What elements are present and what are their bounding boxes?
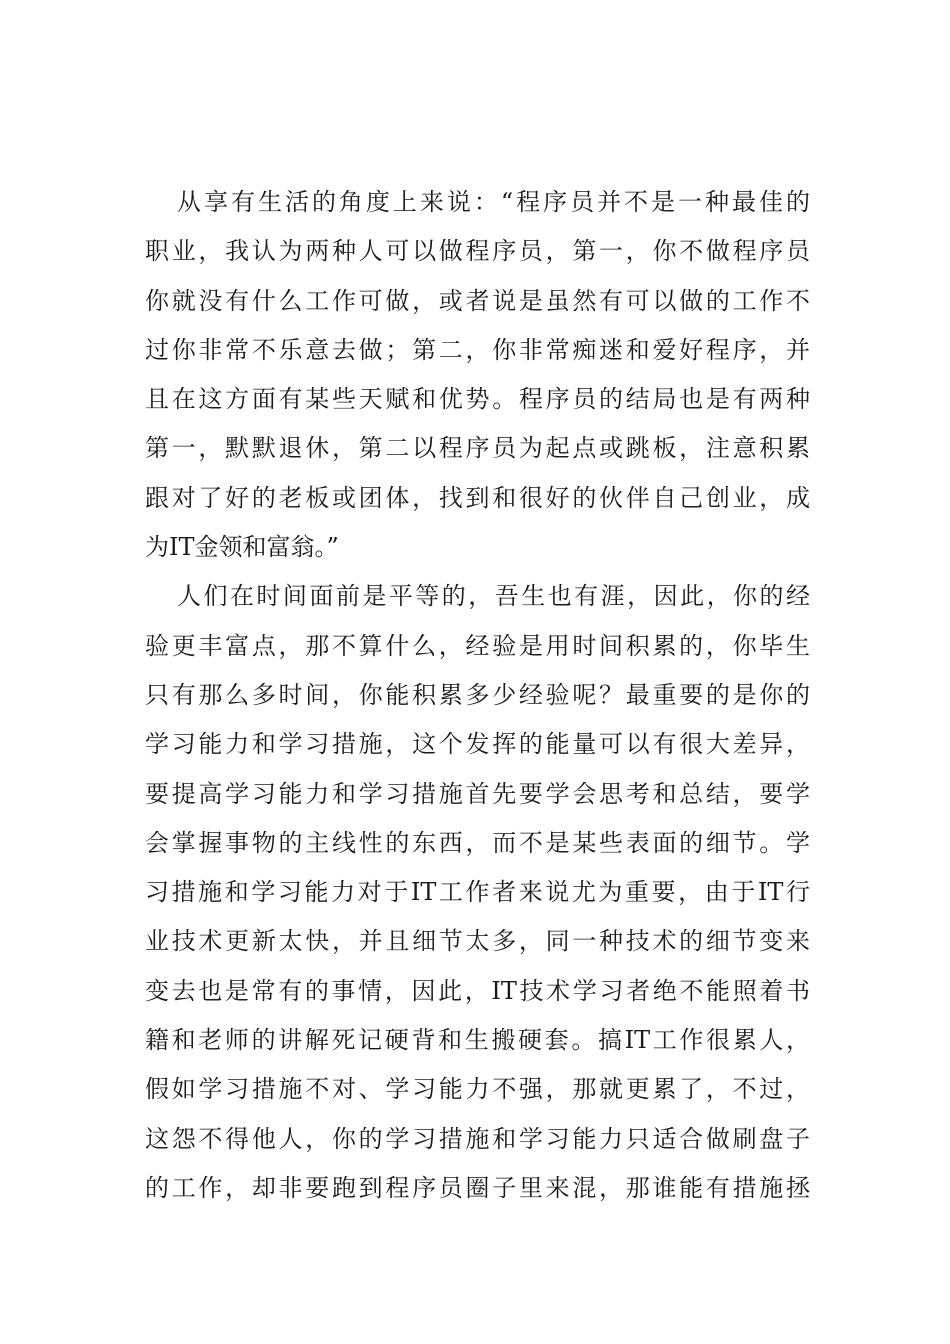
text-line: 过你非常不乐意去做；第二，你非常痴迷和爱好程序，并 (145, 335, 810, 364)
text-line: 这怨不得他人，你的学习措施和学习能力只适合做刷盘子 (145, 1124, 810, 1153)
text-line: 人们在时间面前是平等的，吾生也有涯，因此，你的经 (177, 582, 810, 611)
text-line: 习措施和学习能力对于IT工作者来说尤为重要，由于IT行 (145, 878, 810, 907)
text-line: 只有那么多时间，你能积累多少经验呢？最重要的是你的 (145, 680, 810, 709)
text-line: 且在这方面有某些天赋和优势。程序员的结局也是有两种 (145, 385, 810, 414)
text-line: 业技术更新太快，并且细节太多，同一种技术的细节变来 (145, 927, 810, 956)
text-line: 要提高学习能力和学习措施首先要学会思考和总结，要学 (145, 779, 810, 808)
text-line: 假如学习措施不对、学习能力不强，那就更累了，不过， (145, 1075, 810, 1104)
text-line: 职业，我认为两种人可以做程序员，第一，你不做程序员 (145, 237, 810, 266)
text-line: 从享有生活的角度上来说：“程序员并不是一种最佳的 (177, 188, 810, 216)
paragraph-2 (145, 572, 810, 1213)
text-line: 验更丰富点，那不算什么，经验是用时间积累的，你毕生 (145, 631, 810, 660)
document-body (145, 178, 810, 1213)
text-line: 第一，默默退休，第二以程序员为起点或跳板，注意积累 (145, 434, 810, 463)
paragraph-1 (145, 178, 810, 572)
text-line: 变去也是常有的事情，因此，IT技术学习者绝不能照着书 (145, 976, 810, 1005)
text-line: 的工作，却非要跑到程序员圈子里来混，那谁能有措施拯 (145, 1173, 810, 1202)
text-line: 学习能力和学习措施，这个发挥的能量可以有很大差异， (145, 730, 810, 759)
text-line: 你就没有什么工作可做，或者说是虽然有可以做的工作不 (145, 286, 810, 315)
text-line: 籍和老师的讲解死记硬背和生搬硬套。搞IT工作很累人， (145, 1026, 810, 1055)
text-line: 跟对了好的老板或团体，找到和很好的伙伴自己创业，成 (145, 483, 810, 512)
text-line: 会掌握事物的主线性的东西，而不是某些表面的细节。学 (145, 828, 810, 857)
text-line: 为IT金领和富翁。” (145, 533, 339, 562)
